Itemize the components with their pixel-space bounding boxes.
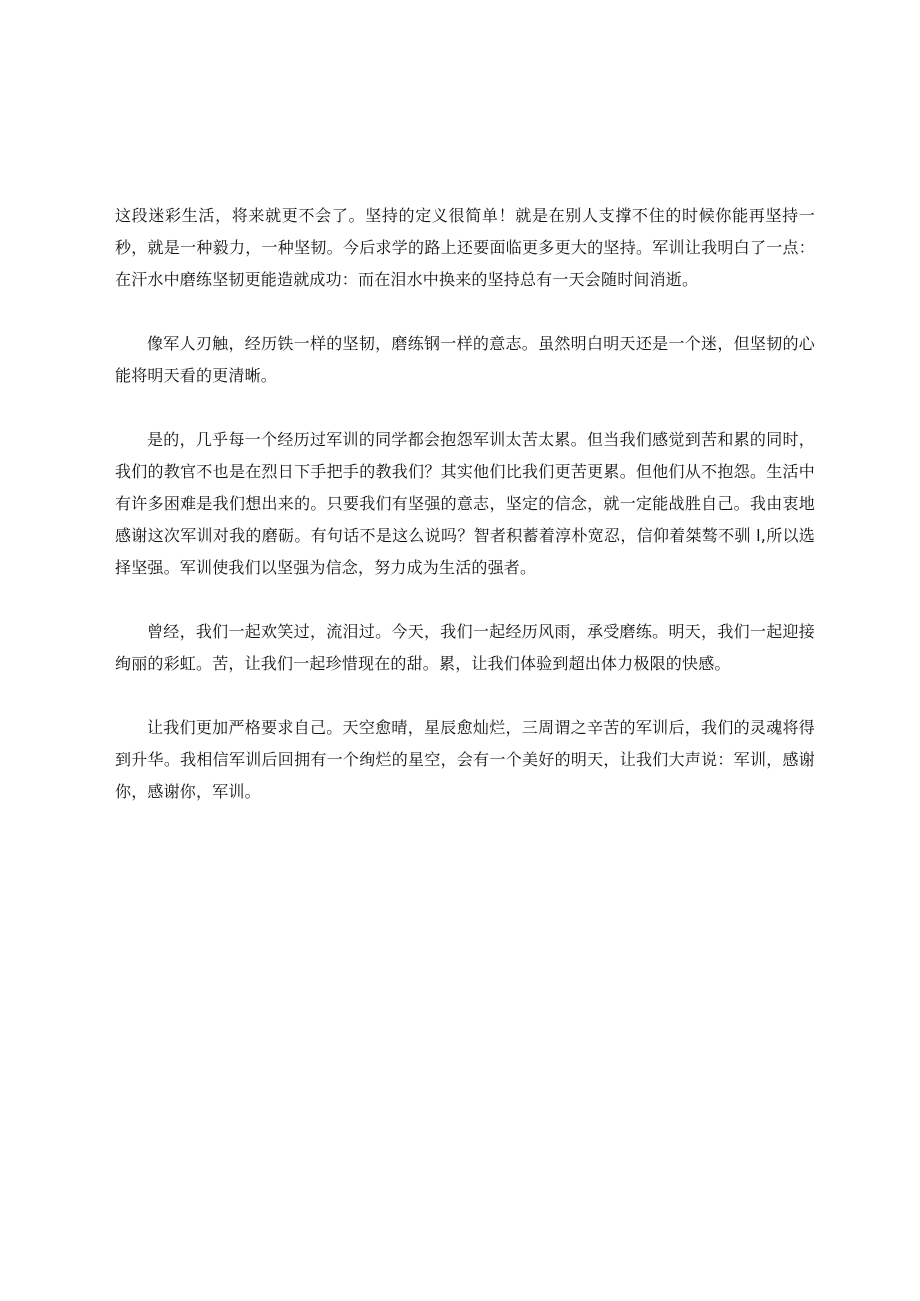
paragraph-1: 这段迷彩生活，将来就更不会了。坚持的定义很简单！就是在别人支撑不住的时候你能再坚持一秒，就是一种毅力，一种坚韧。今后求学的路上还要面临更多更大的坚持。军训让我明白了一点：在汗水中磨练坚韧更能造就成功：而在泪水中换来的坚持总有一天会随时间消逝。: [115, 206, 815, 289]
paragraph-3: 是的，几乎每一个经历过军训的同学都会抱怨军训太苦太累。但当我们感觉到苦和累的同时，我们的教官不也是在烈日下手把手的教我们？其实他们比我们更苦更累。但他们从不抱怨。生活中有许多困难是我们想出来的。只要我们有坚强的意志，坚定的信念，就一定能战胜自己。我由衷地感谢这次军训对我的磨砺。有句话不是这么说吗？智者积蓄着淳朴宽忍，信仰着桀骜不驯 l,所以选择坚强。军训使我们以坚强为信念，努力成为生活的强者。: [115, 430, 815, 577]
paragraph-5: 让我们更加严格要求自己。天空愈晴，星辰愈灿烂，三周谓之辛苦的军训后，我们的灵魂将得到升华。我相信军训后回拥有一个绚烂的星空，会有一个美好的明天，让我们大声说：军训，感谢你，感谢你，军训。: [115, 718, 815, 801]
paragraph-2: 像军人刃触，经历铁一样的坚韧，磨练钢一样的意志。虽然明白明天还是一个迷，但坚韧的心能将明天看的更清晰。: [115, 334, 815, 385]
document-body: [115, 200, 815, 840]
paragraph-4: 曾经，我们一起欢笑过，流泪过。今天，我们一起经历风雨，承受磨练。明天，我们一起迎接绚丽的彩虹。苦，让我们一起珍惜现在的甜。累，让我们体验到超出体力极限的快感。: [115, 622, 815, 673]
